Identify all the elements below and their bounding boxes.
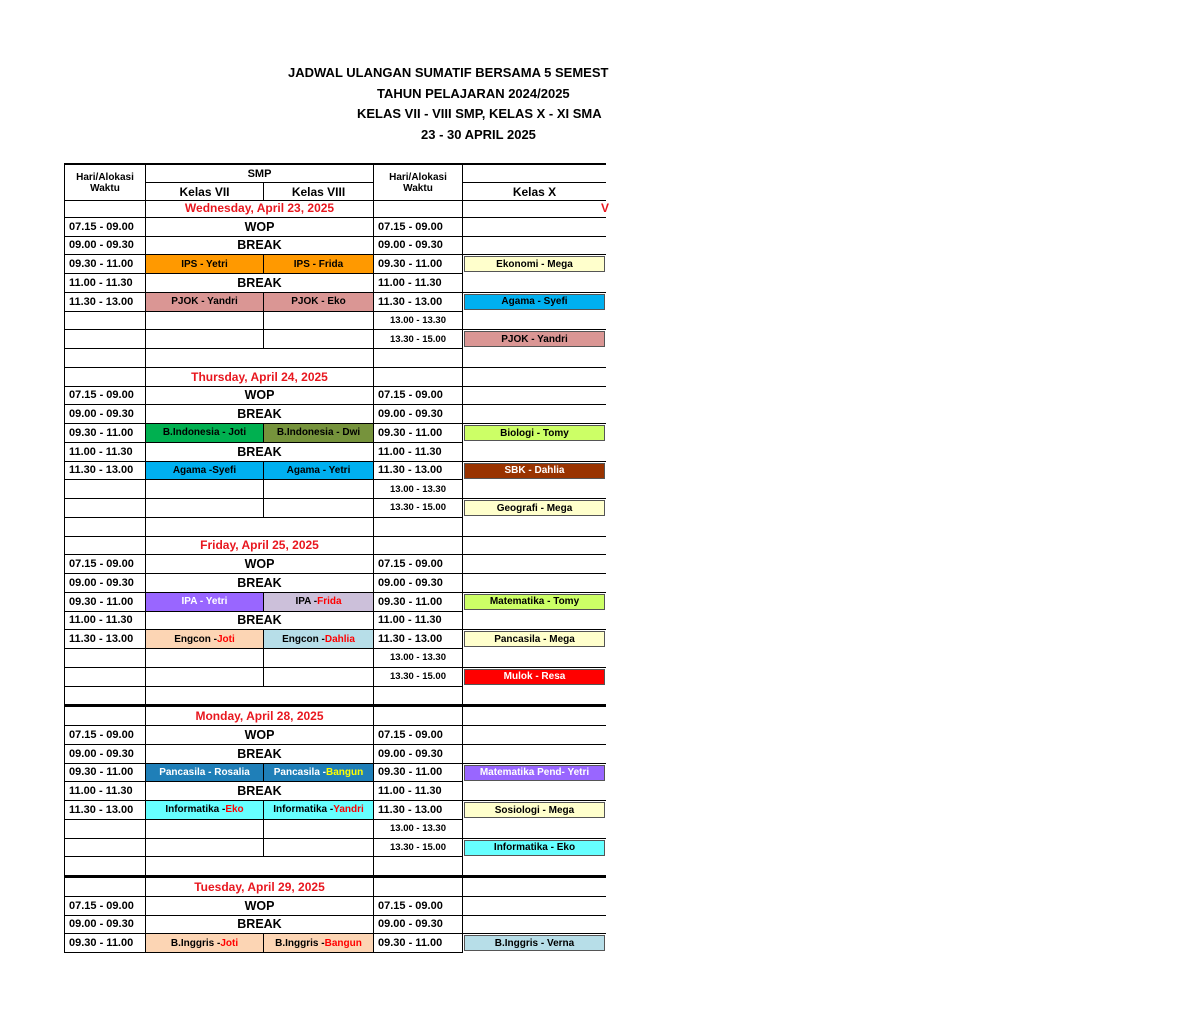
table-row: [64, 612, 606, 631]
subject-cell-kelas-vii: [146, 293, 264, 312]
time-cell: 09.30 - 11.00: [65, 424, 146, 443]
table-row: [64, 916, 606, 935]
time-cell: [65, 668, 146, 687]
subject-text-part: B.Inggris - Verna: [494, 937, 575, 949]
schedule-table: [64, 163, 609, 950]
subject-text-part: B.Inggris -: [275, 937, 325, 949]
day-row: [64, 368, 606, 387]
table-row: [64, 387, 606, 406]
time-cell-sma: 09.00 - 09.30: [374, 237, 463, 256]
break-label: BREAK: [146, 443, 374, 462]
day-row: [64, 537, 606, 556]
time-cell-sma: 07.15 - 09.00: [374, 897, 463, 916]
subject-cell-kelas-vii: [146, 801, 264, 820]
subject-cell-kelas-x: [463, 405, 606, 424]
header-smp: SMP: [146, 165, 374, 183]
table-row: [64, 237, 606, 256]
title-line-1: JADWAL ULANGAN SUMATIF BERSAMA 5 SEMEST: [288, 65, 609, 80]
time-cell-empty: [374, 878, 463, 897]
time-cell-sma: 11.00 - 11.30: [374, 443, 463, 462]
time-cell-sma: 11.30 - 13.00: [374, 293, 463, 312]
subject-text-part: B.Indonesia - Joti: [162, 427, 247, 439]
subject-text-part: Informatika -: [273, 804, 334, 816]
subject-text-part: B.Inggris -: [170, 937, 221, 949]
subject-cell-kelas-vii: [146, 480, 264, 499]
time-cell-sma: 13.30 - 15.00: [374, 499, 463, 518]
break-label: BREAK: [146, 237, 374, 256]
table-row: [64, 668, 606, 687]
subject-text-part: Ekonomi - Mega: [496, 258, 573, 270]
table-row: [64, 274, 606, 293]
table-row: [64, 897, 606, 916]
subject-cell-kelas-x: [464, 463, 605, 479]
subject-text-part: Informatika -: [165, 804, 226, 816]
subject-cell-kelas-vii: [146, 330, 264, 349]
time-cell: [65, 312, 146, 331]
subject-cell-kelas-x: [463, 555, 606, 574]
time-cell-sma: 13.30 - 15.00: [374, 668, 463, 687]
subject-cell-kelas-x: [463, 274, 606, 293]
time-cell-empty: [65, 537, 146, 556]
time-cell-empty: [374, 707, 463, 726]
subject-cell-kelas-x: [463, 574, 606, 593]
subject-text-part: Joti: [220, 937, 239, 949]
header-hari-alokasi-2: [374, 165, 463, 201]
subject-text-part: Bangun: [324, 937, 362, 949]
break-label: BREAK: [146, 574, 374, 593]
time-cell-sma: 07.15 - 09.00: [374, 555, 463, 574]
subject-cell-kelas-x: [464, 594, 605, 610]
header-kelas-x: Kelas X: [463, 183, 606, 201]
time-cell: [65, 839, 146, 858]
table-row: [64, 424, 606, 443]
day-title: Wednesday, April 23, 2025: [146, 199, 374, 218]
time-cell-sma: 07.15 - 09.00: [374, 387, 463, 406]
subject-text-part: Pancasila - Mega: [494, 633, 575, 645]
time-cell: 09.00 - 09.30: [65, 745, 146, 764]
table-row: [64, 462, 606, 481]
subject-cell-kelas-viii: [264, 499, 374, 518]
spacer-row: [64, 857, 606, 876]
time-cell-sma: 09.00 - 09.30: [374, 574, 463, 593]
table-row: [64, 574, 606, 593]
subject-text-part: Matematika - Tomy: [489, 596, 580, 608]
time-cell: [65, 499, 146, 518]
subject-cell-kelas-viii: [264, 630, 374, 649]
header-hari-label: Hari/Alokasi: [76, 171, 134, 183]
time-cell: 11.30 - 13.00: [65, 462, 146, 481]
time-cell-empty: [374, 199, 463, 218]
table-row: [64, 801, 606, 820]
table-row: [64, 764, 606, 783]
subject-text-part: Joti: [217, 633, 235, 645]
time-cell-sma: 11.30 - 13.00: [374, 801, 463, 820]
subject-cell-kelas-vii: [146, 424, 264, 443]
subject-text-part: Geografi - Mega: [496, 502, 573, 514]
time-cell-sma: 11.30 - 13.00: [374, 462, 463, 481]
table-row: [64, 820, 606, 839]
empty-cell: [65, 518, 146, 537]
subject-cell-kelas-viii: [264, 820, 374, 839]
time-cell-sma: 13.00 - 13.30: [374, 312, 463, 331]
subject-cell-kelas-x: [464, 631, 605, 647]
subject-cell-kelas-vii: [146, 820, 264, 839]
day-title-cut: [463, 878, 606, 897]
spacer-row: [64, 687, 606, 706]
subject-cell-kelas-x: [463, 237, 606, 256]
subject-cell-kelas-vii: [146, 934, 264, 953]
subject-cell-kelas-x: [464, 425, 605, 441]
table-row: [64, 293, 606, 312]
subject-cell-kelas-viii: [264, 293, 374, 312]
title-line-4: 23 - 30 APRIL 2025: [421, 127, 536, 142]
empty-cell: [463, 518, 606, 537]
day-title-cut: [463, 199, 609, 218]
subject-cell-kelas-viii: [264, 424, 374, 443]
empty-cell: [146, 349, 374, 368]
time-cell: 11.30 - 13.00: [65, 801, 146, 820]
time-cell: 09.00 - 09.30: [65, 405, 146, 424]
day-title-cut-letter: V: [600, 200, 609, 215]
table-row: [64, 555, 606, 574]
table-row: [64, 745, 606, 764]
subject-cell-kelas-viii: [264, 593, 374, 612]
time-cell-sma: 13.30 - 15.00: [374, 839, 463, 858]
subject-text-part: Agama - Syefi: [501, 296, 568, 308]
subject-cell-kelas-vii: [146, 255, 264, 274]
day-title: Friday, April 25, 2025: [146, 537, 374, 556]
subject-text-part: Agama - Yetri: [286, 464, 351, 476]
time-cell-sma: 11.00 - 11.30: [374, 274, 463, 293]
time-cell-sma: 07.15 - 09.00: [374, 218, 463, 237]
subject-text-part: PJOK - Yandri: [171, 296, 238, 308]
header-hari-label-2: Hari/Alokasi: [389, 171, 447, 183]
empty-cell: [65, 687, 146, 706]
time-cell-empty: [374, 368, 463, 387]
title-line-2: TAHUN PELAJARAN 2024/2025: [377, 86, 570, 101]
subject-text-part: Bangun: [326, 766, 364, 778]
day-row: [64, 876, 606, 897]
subject-text-part: Informatika - Eko: [493, 842, 576, 853]
time-cell-sma: 11.00 - 11.30: [374, 782, 463, 801]
subject-cell-kelas-vii: [146, 649, 264, 668]
subject-text-part: Engcon -: [174, 633, 217, 645]
time-cell: 07.15 - 09.00: [65, 387, 146, 406]
subject-text-part: Pancasila - Rosalia: [159, 766, 250, 778]
time-cell: 07.15 - 09.00: [65, 218, 146, 237]
time-cell: 11.00 - 11.30: [65, 274, 146, 293]
subject-cell-kelas-x: [464, 802, 605, 818]
subject-cell-kelas-x: [463, 820, 606, 839]
subject-cell-kelas-x: [463, 612, 606, 631]
table-row: [64, 839, 606, 858]
time-cell-empty: [65, 199, 146, 218]
subject-cell-kelas-vii: [146, 668, 264, 687]
table-row: [64, 330, 606, 349]
table-row: [64, 499, 606, 518]
empty-cell: [146, 687, 374, 706]
subject-cell-kelas-x: [463, 782, 606, 801]
empty-cell: [374, 518, 463, 537]
time-cell-sma: 09.00 - 09.30: [374, 405, 463, 424]
break-label: BREAK: [146, 405, 374, 424]
subject-cell-kelas-viii: [264, 839, 374, 858]
time-cell-empty: [65, 707, 146, 726]
time-cell: 07.15 - 09.00: [65, 726, 146, 745]
subject-cell-kelas-viii: [264, 649, 374, 668]
time-cell-sma: 09.30 - 11.00: [374, 424, 463, 443]
subject-cell-kelas-x: [463, 218, 606, 237]
time-cell: 11.00 - 11.30: [65, 612, 146, 631]
table-row: [64, 593, 606, 612]
time-cell-empty: [374, 537, 463, 556]
day-title-cut: [463, 707, 606, 726]
time-cell: 11.30 - 13.00: [65, 293, 146, 312]
day-row: [64, 199, 609, 218]
time-cell-sma: 09.30 - 11.00: [374, 764, 463, 783]
wop-label: WOP: [146, 897, 374, 916]
subject-text-part: IPA -: [295, 596, 318, 608]
time-cell: [65, 330, 146, 349]
time-cell-sma: 13.00 - 13.30: [374, 480, 463, 499]
subject-text-part: IPS - Frida: [293, 258, 344, 270]
subject-cell-kelas-viii: [264, 312, 374, 331]
subject-cell-kelas-x: [464, 669, 605, 685]
subject-cell-kelas-viii: [264, 801, 374, 820]
time-cell: 11.00 - 11.30: [65, 443, 146, 462]
subject-cell-kelas-vii: [146, 593, 264, 612]
wop-label: WOP: [146, 387, 374, 406]
time-cell-sma: 11.00 - 11.30: [374, 612, 463, 631]
time-cell-sma: 09.00 - 09.30: [374, 745, 463, 764]
wop-label: WOP: [146, 218, 374, 237]
subject-text-part: IPA - Yetri: [181, 596, 228, 608]
table-row: [64, 405, 606, 424]
subject-text-part: Agama -Syefi: [172, 464, 237, 476]
subject-cell-kelas-vii: [146, 764, 264, 783]
subject-cell-kelas-viii: [264, 934, 374, 953]
subject-cell-kelas-x: [464, 500, 605, 516]
subject-cell-kelas-x: [463, 745, 606, 764]
subject-text-part: Matematika Pend- Yetri: [479, 767, 590, 778]
time-cell: 11.00 - 11.30: [65, 782, 146, 801]
time-cell-empty: [65, 878, 146, 897]
break-label: BREAK: [146, 916, 374, 935]
table-row: [64, 443, 606, 462]
subject-cell-kelas-viii: [264, 255, 374, 274]
table-row: [64, 726, 606, 745]
subject-cell-kelas-x: [463, 387, 606, 406]
title-line-3: KELAS VII - VIII SMP, KELAS X - XI SMA: [357, 106, 602, 121]
time-cell: 09.00 - 09.30: [65, 574, 146, 593]
table-row: [64, 312, 606, 331]
time-cell: 09.30 - 11.00: [65, 934, 146, 953]
header-hari-alokasi: [65, 165, 146, 201]
subject-cell-kelas-x: [464, 765, 605, 781]
empty-cell: [146, 518, 374, 537]
subject-text-part: Mulok - Resa: [503, 671, 566, 683]
subject-cell-kelas-vii: [146, 462, 264, 481]
subject-cell-kelas-viii: [264, 668, 374, 687]
time-cell: 09.30 - 11.00: [65, 255, 146, 274]
wop-label: WOP: [146, 555, 374, 574]
table-row: [64, 255, 606, 274]
empty-cell: [146, 857, 374, 876]
subject-cell-kelas-vii: [146, 630, 264, 649]
subject-text-part: Dahlia: [324, 633, 355, 645]
time-cell-sma: 09.00 - 09.30: [374, 916, 463, 935]
header-kelas-viii: Kelas VIII: [264, 183, 374, 201]
subject-cell-kelas-x: [463, 480, 606, 499]
wop-label: WOP: [146, 726, 374, 745]
day-title: Tuesday, April 29, 2025: [146, 878, 374, 897]
subject-cell-kelas-vii: [146, 499, 264, 518]
subject-cell-kelas-x: [464, 331, 605, 347]
table-header-row: [64, 163, 606, 201]
table-row: [64, 630, 606, 649]
table-row: [64, 782, 606, 801]
subject-cell-kelas-x: [463, 443, 606, 462]
time-cell: 11.30 - 13.00: [65, 630, 146, 649]
table-row: [64, 649, 606, 668]
break-label: BREAK: [146, 782, 374, 801]
time-cell-empty: [65, 368, 146, 387]
header-waktu-label-2: Waktu: [403, 182, 433, 194]
subject-cell-kelas-x: [464, 840, 605, 856]
subject-text-part: B.Indonesia - Dwi: [276, 427, 361, 439]
day-title-cut: [463, 368, 606, 387]
table-row: [64, 218, 606, 237]
subject-cell-kelas-x: [463, 916, 606, 935]
spacer-row: [64, 349, 606, 368]
day-title: Monday, April 28, 2025: [146, 707, 374, 726]
empty-cell: [463, 349, 606, 368]
day-title: Thursday, April 24, 2025: [146, 368, 374, 387]
subject-cell-kelas-viii: [264, 480, 374, 499]
table-row: [64, 480, 606, 499]
time-cell-sma: 07.15 - 09.00: [374, 726, 463, 745]
time-cell-sma: 13.00 - 13.30: [374, 649, 463, 668]
time-cell: 09.30 - 11.00: [65, 593, 146, 612]
time-cell: 07.15 - 09.00: [65, 897, 146, 916]
header-sma-blank: [463, 165, 606, 183]
subject-text-part: Yandri: [333, 804, 364, 816]
time-cell-sma: 13.00 - 13.30: [374, 820, 463, 839]
subject-text-part: PJOK - Eko: [291, 296, 346, 308]
subject-text-part: Biologi - Tomy: [500, 427, 569, 439]
subject-cell-kelas-x: [463, 649, 606, 668]
time-cell: [65, 649, 146, 668]
subject-text-part: Eko: [225, 804, 244, 816]
time-cell-sma: 09.30 - 11.00: [374, 934, 463, 953]
subject-text-part: Frida: [317, 596, 342, 608]
time-cell: 07.15 - 09.00: [65, 555, 146, 574]
time-cell-sma: 13.30 - 15.00: [374, 330, 463, 349]
subject-text-part: IPS - Yetri: [181, 258, 228, 270]
subject-text-part: Pancasila -: [273, 766, 327, 778]
subject-text-part: Sosiologi - Mega: [494, 804, 575, 816]
subject-cell-kelas-viii: [264, 462, 374, 481]
day-row: [64, 705, 606, 726]
empty-cell: [65, 349, 146, 368]
empty-cell: [463, 687, 606, 706]
subject-text-part: PJOK - Yandri: [501, 333, 568, 345]
subject-cell-kelas-x: [464, 294, 605, 310]
break-label: BREAK: [146, 745, 374, 764]
subject-cell-kelas-viii: [264, 330, 374, 349]
break-label: BREAK: [146, 274, 374, 293]
header-waktu-label: Waktu: [90, 182, 120, 194]
subject-cell-kelas-vii: [146, 839, 264, 858]
time-cell-sma: 09.30 - 11.00: [374, 593, 463, 612]
empty-cell: [374, 687, 463, 706]
header-kelas-vii: Kelas VII: [146, 183, 264, 201]
time-cell-sma: 09.30 - 11.00: [374, 255, 463, 274]
time-cell: [65, 480, 146, 499]
subject-text-part: Engcon -: [282, 633, 325, 645]
empty-cell: [65, 857, 146, 876]
time-cell: 09.00 - 09.30: [65, 237, 146, 256]
day-title-cut: [463, 537, 606, 556]
time-cell: [65, 820, 146, 839]
table-row: [64, 934, 606, 953]
subject-cell-kelas-vii: [146, 312, 264, 331]
subject-cell-kelas-x: [463, 726, 606, 745]
subject-cell-kelas-viii: [264, 764, 374, 783]
empty-cell: [374, 857, 463, 876]
subject-cell-kelas-x: [463, 897, 606, 916]
subject-cell-kelas-x: [464, 935, 605, 951]
spacer-row: [64, 518, 606, 537]
subject-cell-kelas-x: [464, 256, 605, 272]
break-label: BREAK: [146, 612, 374, 631]
time-cell: 09.00 - 09.30: [65, 916, 146, 935]
time-cell-sma: 11.30 - 13.00: [374, 630, 463, 649]
empty-cell: [463, 857, 606, 876]
time-cell: 09.30 - 11.00: [65, 764, 146, 783]
empty-cell: [374, 349, 463, 368]
subject-text-part: SBK - Dahlia: [504, 465, 565, 476]
subject-cell-kelas-x: [463, 312, 606, 331]
